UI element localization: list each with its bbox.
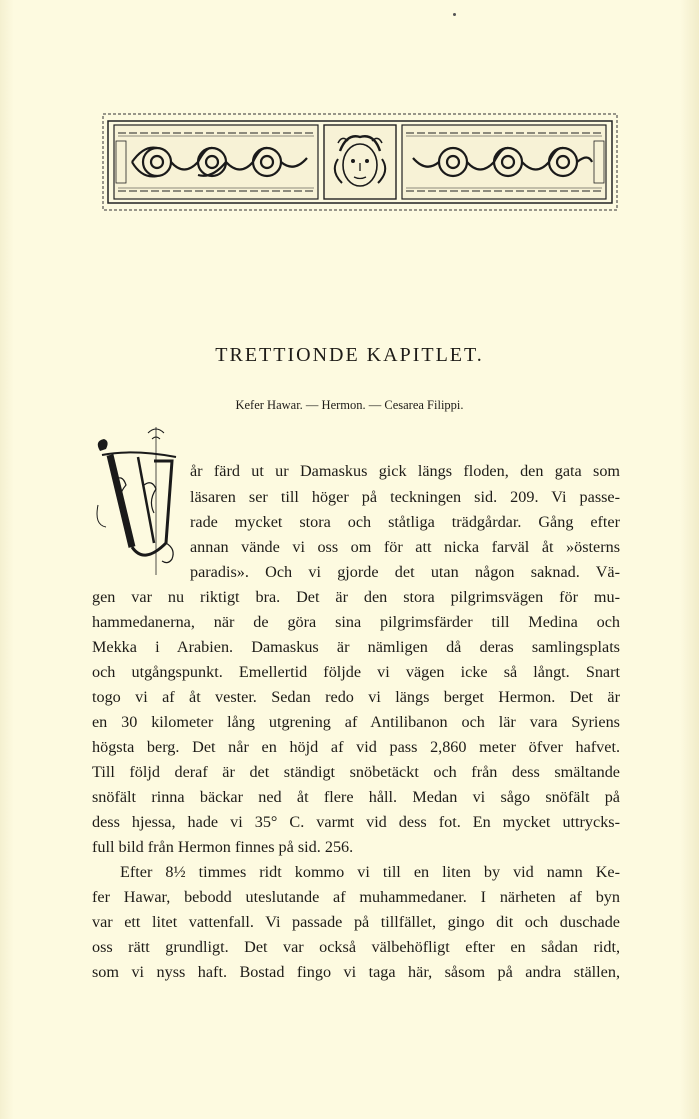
chapter-title: TRETTIONDE KAPITLET. (215, 344, 484, 366)
body-line: togo vi af åt vester. Sedan redo vi längs berget Hermon. Det är (92, 688, 620, 706)
body-line: full bild från Hermon finnes på sid. 256. (92, 838, 354, 856)
body-line: Till följd deraf är det ständigt snöbetäckt och från dess smältande (92, 763, 620, 781)
body-line: annan vände vi oss om för att nicka farväl åt »österns (190, 538, 620, 556)
body-line: gen var nu riktigt bra. Det är den stora pilgrimsvägen för mu- (92, 588, 620, 606)
body-line: fer Hawar, bebodd uteslutande af muhammedaner. I närheten af byn (92, 888, 620, 906)
center-mask-panel (324, 125, 396, 199)
body-line: paradis». Och vi gjorde det utan någon saknad. Vä- (190, 563, 620, 581)
body-line: snöfält rinna bäckar ned åt flere håll. Medan vi sågo snöfält på (92, 788, 620, 806)
body-line: Efter 8½ timmes ridt kommo vi till en liten by vid namn Ke- (120, 863, 620, 881)
body-line: en 30 kilometer lång utgrening af Antilibanon och lär vara Syriens (92, 713, 620, 731)
body-line: Mekka i Arabien. Damaskus är nämligen då deras samlingsplats (92, 638, 620, 656)
body-line: högsta berg. Det når en höjd af vid pass 2,860 meter öfver hafvet. (92, 738, 620, 756)
body-line: rade mycket stora och ståtliga trädgårdar. Gång efter (190, 513, 620, 531)
body-line: och utgångspunkt. Emellertid följde vi vägen icke så långt. Snart (92, 663, 620, 681)
body-line: som vi nyss haft. Bostad fingo vi taga här, såsom på andra ställen, (92, 963, 620, 981)
page-speck (453, 13, 456, 16)
chapter-subtitle: Kefer Hawar. — Hermon. — Cesarea Filippi. (235, 398, 464, 412)
body-line: oss rätt grundligt. Det var också välbehöfligt efter en sådan ridt, (92, 938, 620, 956)
ornamental-dropcap (92, 425, 182, 580)
body-line: hammedanerna, när de göra sina pilgrimsfärder till Medina och (92, 613, 620, 631)
body-line: läsaren ser till höger på teckningen sid. 209. Vi passe- (190, 488, 620, 506)
left-ornament-panel (114, 125, 318, 199)
ornamental-header-banner (102, 113, 618, 211)
right-ornament-panel (402, 125, 606, 199)
body-line: år färd ut ur Damaskus gick längs floden, den gata som (190, 462, 620, 480)
body-line: var ett litet vattenfall. Vi passade på tillfället, gingo dit och duschade (92, 913, 620, 931)
body-line: dess hjessa, hade vi 35° C. varmt vid dess fot. En mycket uttrycks- (92, 813, 620, 831)
